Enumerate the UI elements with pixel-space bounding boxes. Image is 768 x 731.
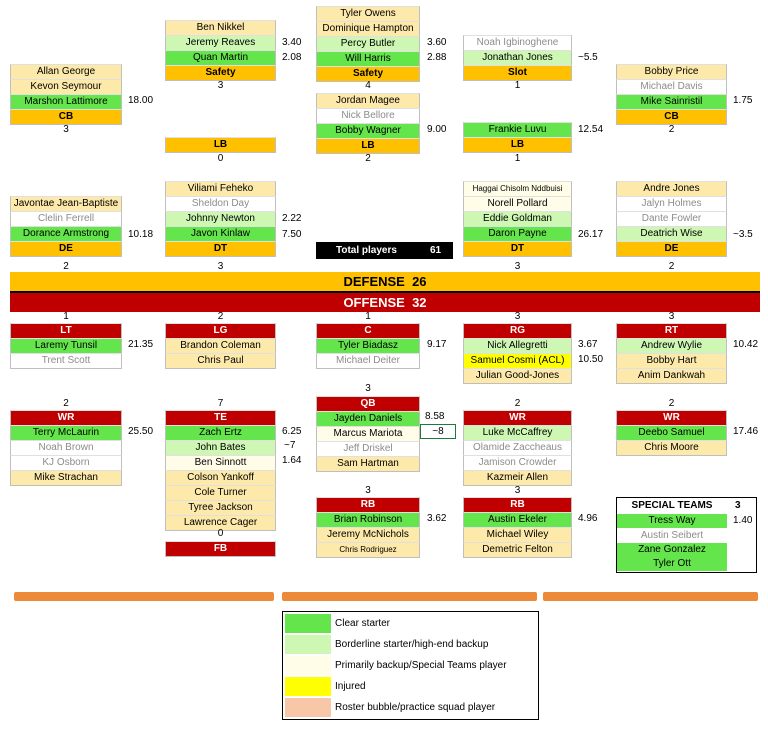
position-header: C bbox=[316, 323, 420, 338]
depth-group-slot bbox=[463, 35, 572, 81]
position-header: LB bbox=[165, 137, 276, 153]
legend-item bbox=[283, 656, 538, 676]
legend-swatch bbox=[285, 614, 331, 633]
player-cell[interactable]: Noah Igbinoghene bbox=[463, 35, 572, 50]
legend-swatch bbox=[285, 635, 331, 654]
contract-value: 18.00 bbox=[128, 95, 154, 106]
player-cell[interactable]: Deatrich Wise bbox=[616, 226, 727, 241]
position-count: 0 bbox=[217, 153, 224, 164]
player-cell[interactable]: Bobby Wagner bbox=[316, 123, 420, 138]
player-cell[interactable]: Marshon Lattimore bbox=[10, 94, 122, 109]
defense-banner bbox=[10, 272, 760, 291]
position-count: 3 bbox=[514, 311, 521, 322]
player-cell[interactable]: Daron Payne bbox=[463, 226, 572, 241]
legend-label: Injured bbox=[335, 681, 366, 692]
position-count: 1 bbox=[63, 311, 69, 322]
defense-banner-count: 26 bbox=[412, 274, 427, 289]
player-cell[interactable]: Jayden Daniels bbox=[316, 411, 420, 426]
depth-group-wr-left bbox=[10, 410, 122, 486]
depth-group-cb-left bbox=[10, 64, 122, 125]
contract-value: ~7 bbox=[284, 440, 296, 451]
position-header: TE bbox=[165, 410, 276, 425]
special-teams-box bbox=[616, 497, 757, 573]
player-cell[interactable]: Julian Good-Jones bbox=[463, 368, 572, 384]
depth-group-lb-middle bbox=[316, 93, 420, 154]
player-cell[interactable]: Austin Ekeler bbox=[463, 512, 572, 527]
player-cell[interactable]: Bobby Price bbox=[616, 64, 727, 79]
player-cell[interactable]: Nick Allegretti bbox=[463, 338, 572, 353]
contract-value: 10.42 bbox=[733, 339, 759, 350]
contract-value: 7.50 bbox=[282, 229, 302, 240]
position-header: LB bbox=[463, 137, 572, 153]
player-cell[interactable]: Sam Hartman bbox=[316, 456, 420, 472]
depth-group-qb bbox=[316, 396, 420, 472]
player-cell[interactable]: Viliami Feheko bbox=[165, 181, 276, 196]
contract-value: 2.08 bbox=[282, 52, 302, 63]
contract-value: 9.17 bbox=[427, 339, 447, 350]
depth-group-wr-middle bbox=[463, 410, 572, 486]
player-cell[interactable]: Samuel Cosmi (ACL) bbox=[463, 353, 572, 368]
depth-group-c bbox=[316, 323, 420, 369]
contract-value: 2.88 bbox=[427, 52, 447, 63]
player-cell[interactable]: Javontae Jean-Baptiste bbox=[10, 196, 122, 211]
player-cell[interactable]: Anim Dankwah bbox=[616, 368, 727, 384]
legend-swatch bbox=[285, 698, 331, 717]
player-cell[interactable]: Demetric Felton bbox=[463, 542, 572, 558]
player-cell[interactable]: Michael Davis bbox=[616, 79, 727, 94]
player-cell[interactable]: Brandon Coleman bbox=[165, 338, 276, 353]
position-count: 7 bbox=[217, 398, 224, 409]
player-cell[interactable]: Allan George bbox=[10, 64, 122, 79]
player-cell[interactable]: Dorance Armstrong bbox=[10, 226, 122, 241]
player-cell[interactable]: Quan Martin bbox=[165, 50, 276, 65]
player-cell[interactable]: Ben Nikkel bbox=[165, 20, 276, 35]
player-cell[interactable]: Austin Seibert bbox=[640, 530, 704, 541]
position-header: CB bbox=[10, 109, 122, 125]
position-count: 3 bbox=[217, 80, 224, 91]
position-header: LT bbox=[10, 323, 122, 338]
legend-swatch bbox=[285, 677, 331, 696]
position-count: 0 bbox=[217, 528, 224, 539]
legend-item bbox=[283, 698, 538, 718]
player-cell[interactable]: Sheldon Day bbox=[165, 196, 276, 211]
total-players-label: Total players bbox=[336, 245, 397, 256]
position-header: DE bbox=[616, 241, 727, 257]
contract-value: 8.58 bbox=[425, 411, 445, 422]
depth-group-lb-right bbox=[463, 122, 572, 153]
position-header: DE bbox=[10, 241, 122, 257]
player-cell[interactable]: Jordan Magee bbox=[316, 93, 420, 108]
player-cell[interactable]: Andre Jones bbox=[616, 181, 727, 196]
player-cell[interactable]: John Bates bbox=[165, 440, 276, 455]
special-teams-title: SPECIAL TEAMS bbox=[631, 500, 713, 511]
player-cell[interactable]: Haggai Chisolm Nddbuisi bbox=[463, 181, 572, 196]
player-cell[interactable]: Tress Way bbox=[617, 514, 727, 528]
player-cell[interactable]: Brian Robinson bbox=[316, 512, 420, 527]
contract-value: 3.62 bbox=[427, 513, 447, 524]
legend-swatch bbox=[285, 656, 331, 675]
player-cell[interactable]: Laremy Tunsil bbox=[10, 338, 122, 353]
contract-value: 26.17 bbox=[578, 229, 604, 240]
player-cell[interactable]: Bobby Hart bbox=[616, 353, 727, 368]
contract-value: 10.50 bbox=[578, 354, 604, 365]
player-cell[interactable]: Terry McLaurin bbox=[10, 425, 122, 440]
player-cell[interactable]: Mike Strachan bbox=[10, 470, 122, 486]
position-count: 4 bbox=[365, 80, 371, 91]
position-count: 2 bbox=[217, 311, 224, 322]
legend-item bbox=[283, 635, 538, 655]
player-cell[interactable]: Clelin Ferrell bbox=[10, 211, 122, 226]
player-cell[interactable]: Michael Wiley bbox=[463, 527, 572, 542]
player-cell[interactable]: Jalyn Holmes bbox=[616, 196, 727, 211]
contract-value: 4.96 bbox=[578, 513, 598, 524]
position-header: RG bbox=[463, 323, 572, 338]
position-header: RB bbox=[463, 497, 572, 512]
player-cell[interactable]: Colson Yankoff bbox=[165, 470, 276, 485]
position-count: 3 bbox=[514, 485, 521, 496]
contract-value: 2.22 bbox=[282, 213, 302, 224]
player-cell[interactable]: Zach Ertz bbox=[165, 425, 276, 440]
position-header: RB bbox=[316, 497, 420, 512]
player-cell[interactable]: Chris Moore bbox=[616, 440, 727, 456]
contract-value: 17.46 bbox=[733, 426, 759, 437]
position-count: 2 bbox=[668, 398, 675, 409]
defense-banner-label: DEFENSE bbox=[343, 274, 405, 289]
player-cell[interactable]: Eddie Goldman bbox=[463, 211, 572, 226]
player-cell[interactable]: Marcus Mariota bbox=[316, 426, 420, 441]
player-cell[interactable]: Noah Brown bbox=[10, 440, 122, 455]
depth-group-rt bbox=[616, 323, 727, 384]
position-count: 3 bbox=[514, 261, 521, 272]
contract-value: 10.18 bbox=[128, 229, 154, 240]
player-cell[interactable]: Olamide Zaccheaus bbox=[463, 440, 572, 455]
position-count: 2 bbox=[365, 153, 371, 164]
contract-value: 6.25 bbox=[282, 426, 302, 437]
offense-banner bbox=[10, 293, 760, 312]
player-cell[interactable]: Chris Rodriguez bbox=[316, 542, 420, 558]
position-header: FB bbox=[165, 541, 276, 557]
total-players-value: 61 bbox=[430, 245, 442, 256]
player-cell[interactable]: Ben Sinnott bbox=[165, 455, 276, 470]
legend-label: Roster bubble/practice squad player bbox=[335, 702, 496, 713]
position-header: RT bbox=[616, 323, 727, 338]
position-count: 2 bbox=[63, 261, 69, 272]
player-cell[interactable]: Tyler Ott bbox=[617, 557, 727, 571]
player-cell[interactable]: Tyler Owens bbox=[316, 6, 420, 21]
depth-group-safety-right bbox=[316, 6, 420, 82]
position-count: 1 bbox=[514, 80, 521, 91]
position-header: Safety bbox=[165, 65, 276, 81]
depth-group-te bbox=[165, 410, 276, 531]
legend-label: Clear starter bbox=[335, 618, 391, 629]
position-header: CB bbox=[616, 109, 727, 125]
depth-group-cb-right bbox=[616, 64, 727, 125]
legend-label: Borderline starter/high-end backup bbox=[335, 639, 489, 650]
player-cell[interactable]: Jeremy Reaves bbox=[165, 35, 276, 50]
player-cell[interactable]: Trent Scott bbox=[10, 353, 122, 369]
column-header-bar bbox=[282, 592, 537, 601]
depth-group-dt-right bbox=[463, 181, 572, 257]
special-teams-count: 3 bbox=[735, 500, 741, 511]
column-header-bar bbox=[14, 592, 274, 601]
depth-group-rb-right bbox=[463, 497, 572, 558]
depth-group-de-left bbox=[10, 196, 122, 257]
contract-value: ~3.5 bbox=[733, 229, 753, 240]
contract-value: 9.00 bbox=[427, 124, 447, 135]
depth-group-fb bbox=[165, 541, 276, 557]
position-count: 2 bbox=[668, 261, 675, 272]
contract-value: 1.40 bbox=[733, 515, 753, 526]
player-cell[interactable]: Jeremy McNichols bbox=[316, 527, 420, 542]
position-count: 2 bbox=[63, 398, 69, 409]
player-cell[interactable]: Mike Sainristil bbox=[616, 94, 727, 109]
contract-value: 3.60 bbox=[427, 37, 447, 48]
player-cell[interactable]: Javon Kinlaw bbox=[165, 226, 276, 241]
depth-group-rg bbox=[463, 323, 572, 384]
player-cell[interactable]: Norell Pollard bbox=[463, 196, 572, 211]
player-cell[interactable]: Andrew Wylie bbox=[616, 338, 727, 353]
position-count: 3 bbox=[365, 485, 371, 496]
contract-value: 3.40 bbox=[282, 37, 302, 48]
position-header: QB bbox=[316, 396, 420, 411]
player-cell[interactable]: Dominique Hampton bbox=[316, 21, 420, 36]
position-header: Slot bbox=[463, 65, 572, 81]
position-count: 1 bbox=[514, 153, 521, 164]
contract-value: 1.75 bbox=[733, 95, 753, 106]
position-count: 3 bbox=[63, 124, 69, 135]
player-cell[interactable]: Nick Bellore bbox=[316, 108, 420, 123]
player-cell[interactable]: Frankie Luvu bbox=[463, 122, 572, 137]
color-legend bbox=[282, 611, 539, 720]
player-cell[interactable]: Tyree Jackson bbox=[165, 500, 276, 515]
contract-value: 1.64 bbox=[282, 455, 302, 466]
contract-value: 3.67 bbox=[578, 339, 598, 350]
player-cell[interactable]: Lawrence Cager bbox=[165, 515, 276, 531]
depth-group-lt bbox=[10, 323, 122, 369]
position-header: WR bbox=[463, 410, 572, 425]
legend-item bbox=[283, 677, 538, 697]
position-count: 3 bbox=[365, 383, 371, 394]
depth-group-dt-left bbox=[165, 181, 276, 257]
player-cell[interactable]: Chris Paul bbox=[165, 353, 276, 369]
offense-banner-count: 32 bbox=[412, 295, 427, 310]
player-cell[interactable]: Jonathan Jones bbox=[463, 50, 572, 65]
contract-value: 12.54 bbox=[578, 124, 604, 135]
position-header: WR bbox=[10, 410, 122, 425]
contract-value: 21.35 bbox=[128, 339, 154, 350]
depth-group-rb-left bbox=[316, 497, 420, 558]
player-cell[interactable]: Kevon Seymour bbox=[10, 79, 122, 94]
contract-value-selected[interactable]: ~8 bbox=[420, 424, 456, 439]
depth-group-lg bbox=[165, 323, 276, 369]
position-count: 2 bbox=[514, 398, 521, 409]
depth-group-lb-left bbox=[165, 137, 276, 153]
player-cell[interactable]: Johnny Newton bbox=[165, 211, 276, 226]
position-header: DT bbox=[463, 241, 572, 257]
position-count: 3 bbox=[217, 261, 224, 272]
legend-label: Primarily backup/Special Teams player bbox=[335, 660, 507, 671]
player-cell[interactable]: Zane Gonzalez bbox=[617, 543, 727, 557]
position-count: 1 bbox=[365, 311, 371, 322]
player-cell[interactable]: Luke McCaffrey bbox=[463, 425, 572, 440]
player-cell[interactable]: Dante Fowler bbox=[616, 211, 727, 226]
player-cell[interactable]: Percy Butler bbox=[316, 36, 420, 51]
depth-group-de-right bbox=[616, 181, 727, 257]
contract-value: ~5.5 bbox=[578, 52, 598, 63]
position-header: DT bbox=[165, 241, 276, 257]
depth-group-wr-right bbox=[616, 410, 727, 456]
player-cell[interactable]: Jeff Driskel bbox=[316, 441, 420, 456]
player-cell[interactable]: Cole Turner bbox=[165, 485, 276, 500]
player-cell[interactable]: Deebo Samuel bbox=[616, 425, 727, 440]
player-cell[interactable]: Tyler Biadasz bbox=[316, 338, 420, 353]
position-header: LB bbox=[316, 138, 420, 154]
position-count: 2 bbox=[668, 124, 675, 135]
player-cell[interactable]: Will Harris bbox=[316, 51, 420, 66]
column-header-bar bbox=[543, 592, 758, 601]
position-header: Safety bbox=[316, 66, 420, 82]
player-cell[interactable]: Jamison Crowder bbox=[463, 455, 572, 470]
contract-value: 25.50 bbox=[128, 426, 154, 437]
player-cell[interactable]: KJ Osborn bbox=[10, 455, 122, 470]
position-count: 3 bbox=[668, 311, 675, 322]
offense-banner-label: OFFENSE bbox=[343, 295, 405, 310]
player-cell[interactable]: Michael Deiter bbox=[316, 353, 420, 369]
total-players-box bbox=[316, 242, 453, 259]
legend-item bbox=[283, 614, 538, 634]
depth-group-safety-left bbox=[165, 20, 276, 81]
position-header: WR bbox=[616, 410, 727, 425]
position-header: LG bbox=[165, 323, 276, 338]
player-cell[interactable]: Kazmeir Allen bbox=[463, 470, 572, 486]
